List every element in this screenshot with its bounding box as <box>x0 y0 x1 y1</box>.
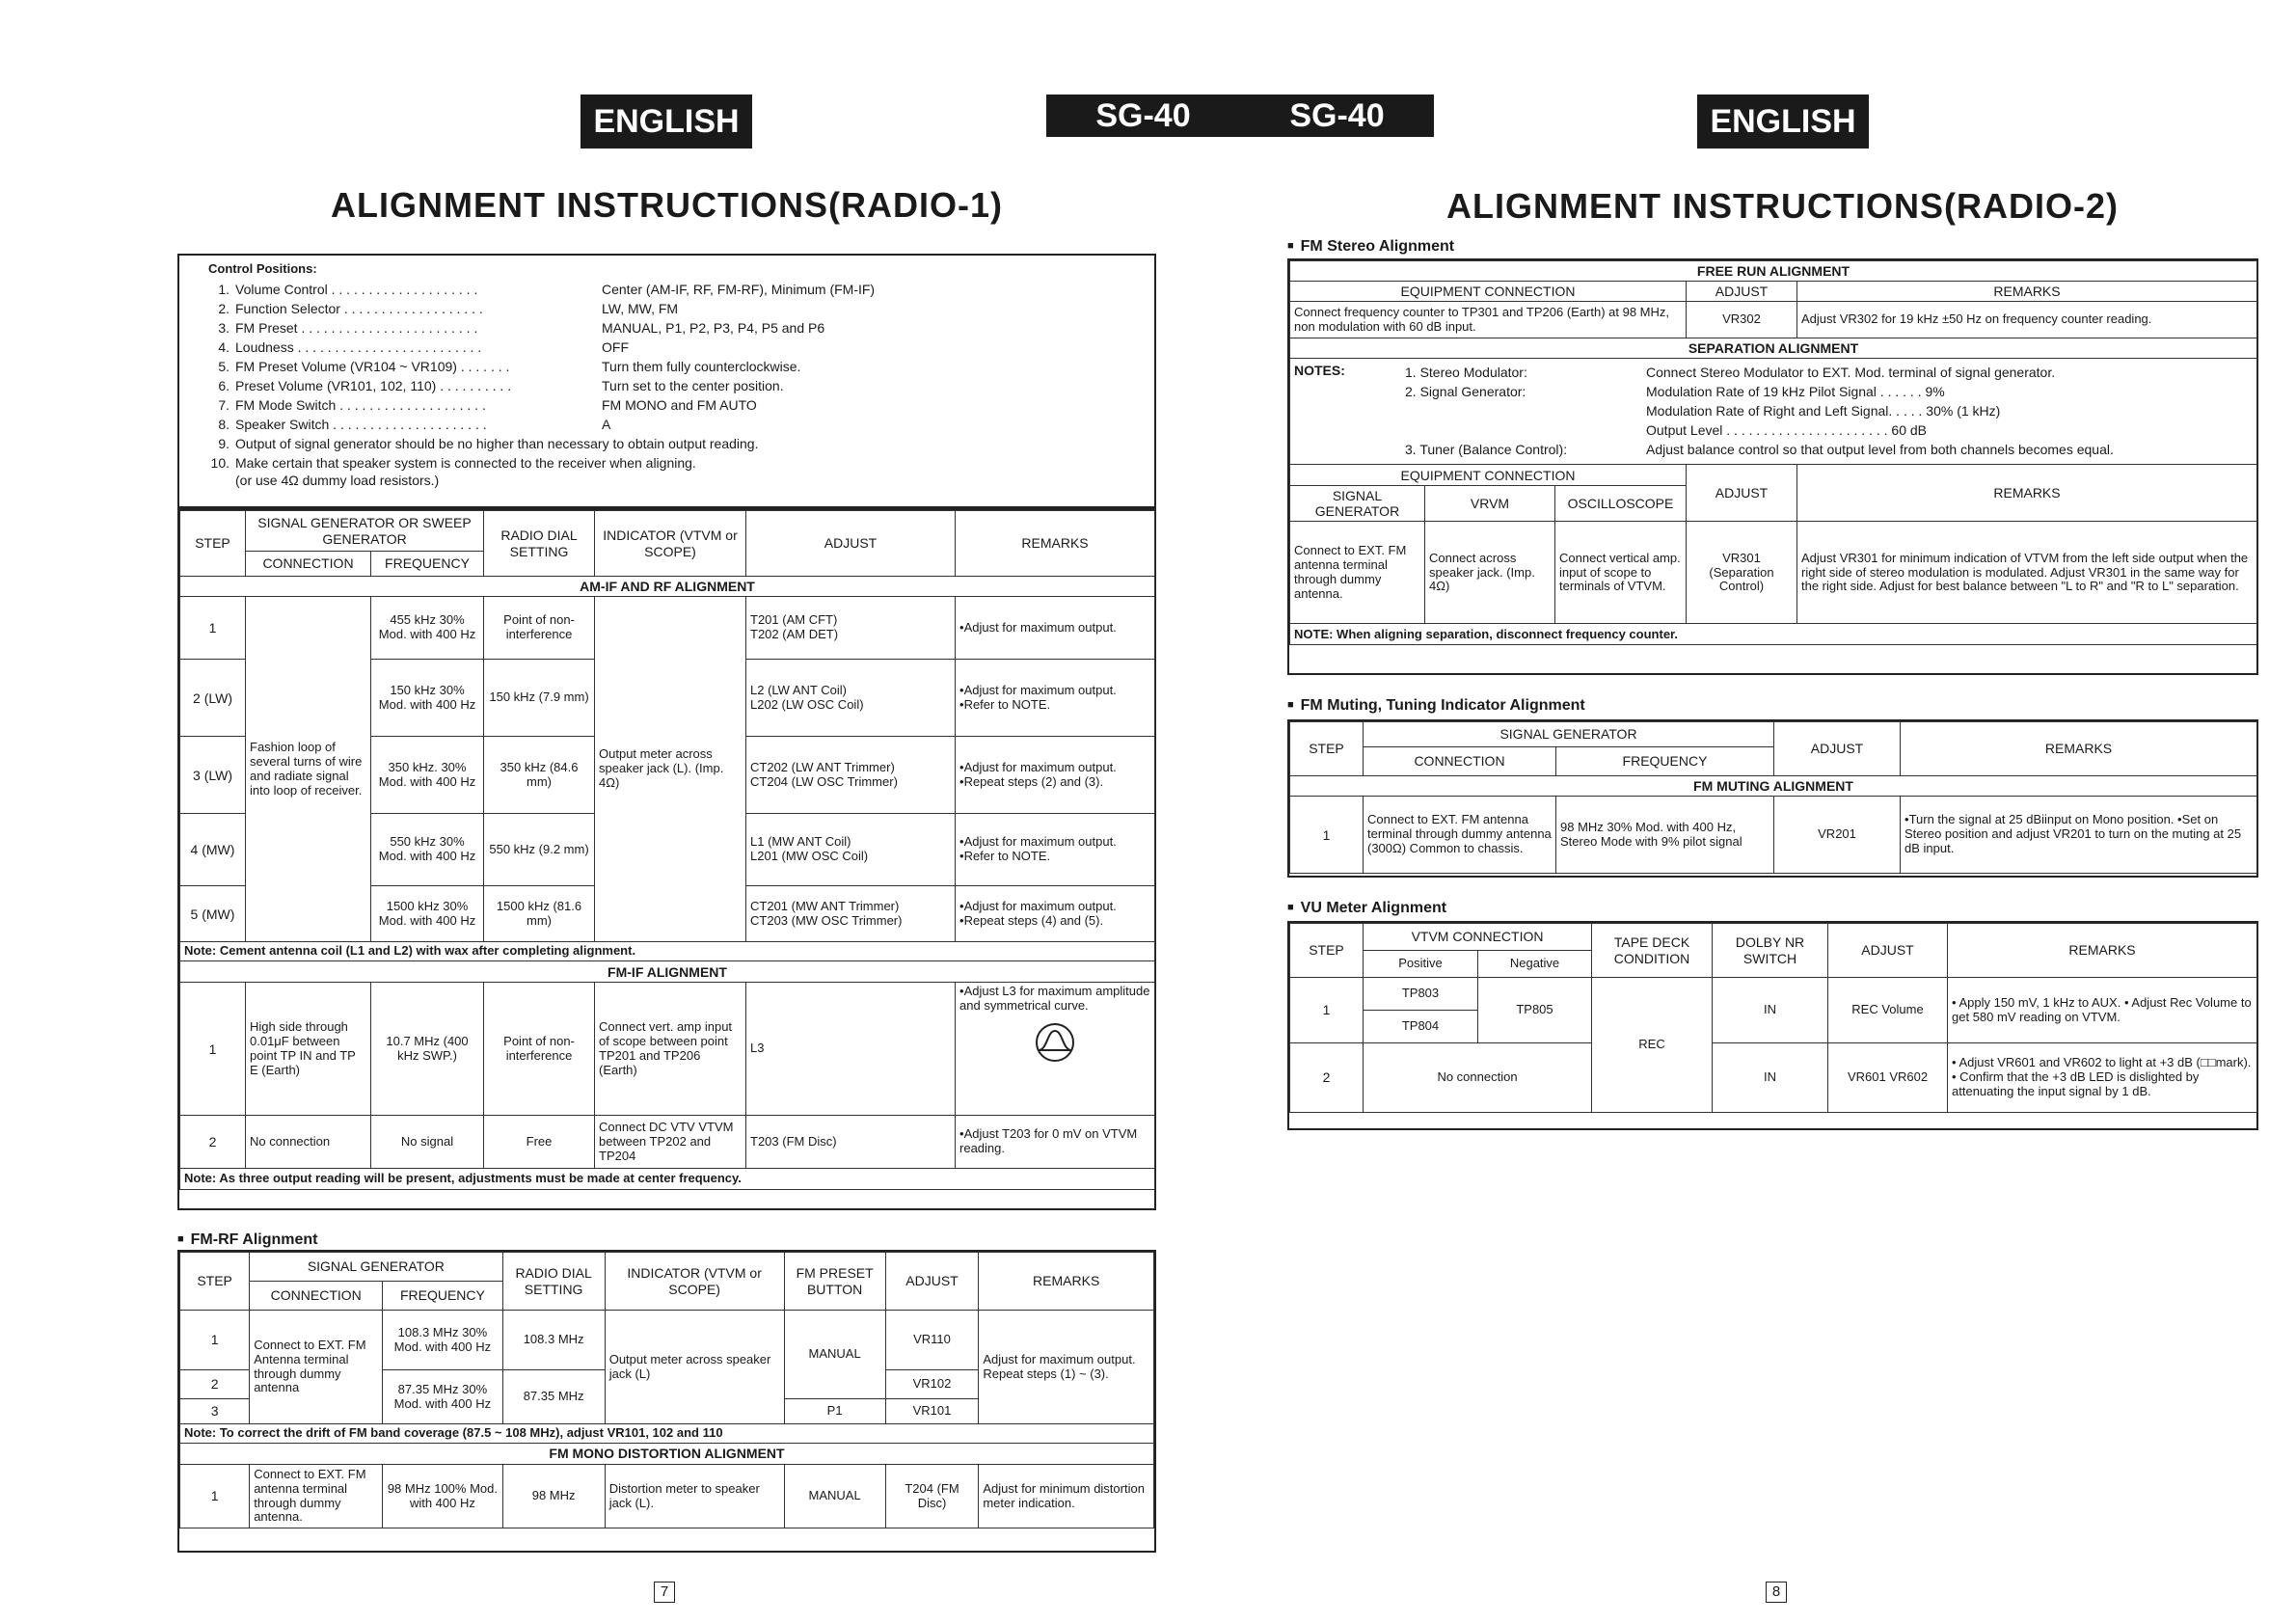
fm-muting-table <box>1287 719 2258 878</box>
col-vrvm: VRVM <box>1425 486 1555 522</box>
col-negative: Negative <box>1478 951 1592 978</box>
table-row: 2 No connection No signal Free Connect DC VTV VTVM between TP202 and TP204 T203 (FM Disc) •Adjust T203 for 0 mV on VTVM reading. <box>180 1116 1155 1169</box>
control-item: 4. Loudness . . . . . . . . . . . . . . . . . . . . . . . . . OFF <box>218 339 629 355</box>
table-row: 1 High side through 0.01μF between point TP IN and TP E (Earth) 10.7 MHz (400 kHz SWP.) Point of non-interference Connect vert. amp input of scope between point TP201 and TP206 (Earth) L3 •Adjust L3 for maximum amplitude and symmetrical curve. <box>180 983 1155 1116</box>
section-vu-meter: ■ VU Meter Alignment <box>1287 900 1446 917</box>
table-row: 1 Connect to EXT. FM antenna terminal through dummy antenna (300Ω) Common to chassis. 98 MHz 30% Mod. with 400 Hz, Stereo Mode with 9% pilot signal VR201 •Turn the signal at 25 dBiinput on Mono position. •Set on Stereo position and adjust VR201 to turn on the muting at 25 dB input. <box>1290 797 2257 874</box>
fm-preset-manual: MANUAL <box>784 1311 885 1399</box>
separation-note: NOTE: When aligning separation, disconnect frequency counter. <box>1290 624 2257 645</box>
table-row: TP804 <box>1290 1011 2257 1043</box>
col-equipment-connection: EQUIPMENT CONNECTION <box>1290 465 1687 486</box>
col-remarks: REMARKS <box>1797 465 2257 522</box>
col-step: STEP <box>1290 722 1364 776</box>
note-item: 2. Signal Generator: Modulation Rate of 19 kHz Pilot Signal . . . . . . 9% <box>1405 384 1945 400</box>
col-indicator: INDICATOR (VTVM or SCOPE) <box>595 511 746 577</box>
am-connection-shared: Fashion loop of several turns of wire and radiate signal into loop of receiver. <box>246 597 371 942</box>
note-item: Modulation Rate of Right and Left Signal. . . . . 30% (1 kHz) <box>1646 403 2001 419</box>
col-connection: CONNECTION <box>250 1282 383 1311</box>
col-remarks: REMARKS <box>1948 924 2257 978</box>
symmetrical-curve-icon <box>1034 1021 1076 1064</box>
page-title-left: ALIGNMENT INSTRUCTIONS(RADIO-1) <box>331 185 1003 225</box>
language-badge-left: ENGLISH <box>581 95 752 149</box>
section-fm-rf: ■ FM-RF Alignment <box>177 1231 317 1249</box>
control-item: 2. Function Selector . . . . . . . . . . . . . . . . . . . LW, MW, FM <box>218 301 679 316</box>
note-item: Output Level . . . . . . . . . . . . . . . . . . . . . . 60 dB <box>1646 422 1928 439</box>
page-title-right: ALIGNMENT INSTRUCTIONS(RADIO-2) <box>1446 186 2119 226</box>
fm-muting-section-bar: FM MUTING ALIGNMENT <box>1290 776 2257 797</box>
section-fm-muting: ■ FM Muting, Tuning Indicator Alignment <box>1287 697 1585 715</box>
table-row: 3 (LW) 350 kHz. 30% Mod. with 400 Hz 350 kHz (84.6 mm) CT202 (LW ANT Trimmer) CT204 (LW OSC Trimmer) •Adjust for maximum output. •Repeat steps (2) and (3). <box>180 737 1155 814</box>
note-item: 3. Tuner (Balance Control): Adjust balance control so that output level from both channels becomes equal. <box>1405 442 2114 458</box>
col-dolby: DOLBY NR SWITCH <box>1713 924 1828 978</box>
col-fm-preset: FM PRESET BUTTON <box>784 1253 885 1311</box>
col-frequency: FREQUENCY <box>371 552 484 577</box>
page-number-left: 7 <box>654 1582 675 1603</box>
col-vtvm-connection: VTVM CONNECTION <box>1364 924 1592 951</box>
model-label-right: SG-40 <box>1289 96 1385 134</box>
fm-preset-p1: P1 <box>784 1399 885 1424</box>
model-banner <box>1046 95 1434 137</box>
table-row: Connect frequency counter to TP301 and TP206 (Earth) at 98 MHz, non modulation with 60 dB input. VR302 Adjust VR302 for 19 kHz ±50 Hz on frequency counter reading. <box>1290 302 2257 338</box>
model-label-left: SG-40 <box>1095 96 1191 134</box>
am-indicator-shared: Output meter across speaker jack (L). (Imp. 4Ω) <box>595 597 746 942</box>
am-fm-if-table <box>177 508 1156 1210</box>
table-row: 2 No connection IN VR601 VR602 • Adjust VR601 and VR602 to light at +3 dB (□□mark). • Confirm that the +3 dB LED is dislighted by attenuating the input signal by 1 dB. <box>1290 1043 2257 1113</box>
control-item: 5. FM Preset Volume (VR104 ~ VR109) . . . . . . . Turn them fully counterclockwise. <box>218 359 801 374</box>
col-adjust: ADJUST <box>885 1253 979 1311</box>
am-rf-section-bar: AM-IF AND RF ALIGNMENT <box>180 577 1155 597</box>
separation-notes: NOTES: 1. Stereo Modulator: Connect Stereo Modulator to EXT. Mod. terminal of signal generator. 2. Signal Generator: Modulation Rate of 19 kHz Pilot Signal . . . . . . 9% Modulation Rate of Right and Left Signal. . . . . 30% (1 kHz) Output Level . . . . . . . . . . . . . . . . . . . . . . 60 dB 3. Tuner (Balance Control): Adjust balance control so that output level from both channels becomes equal. <box>1290 359 2257 465</box>
table-row: 1 Connect to EXT. FM Antenna terminal through dummy antenna 108.3 MHz 30% Mod. with 400 Hz 108.3 MHz Output meter across speaker jack (L) MANUAL VR110 Adjust for maximum output. Repeat steps (1) ~ (3). <box>180 1311 1154 1370</box>
control-item: 10. Make certain that speaker system is connected to the receiver when aligning. <box>210 455 696 471</box>
fm-rf-remarks-shared: Adjust for maximum output. Repeat steps (1) ~ (3). <box>979 1311 1154 1424</box>
col-step: STEP <box>180 511 246 577</box>
fm-if-section-bar: FM-IF ALIGNMENT <box>180 961 1155 983</box>
col-radio-dial: RADIO DIAL SETTING <box>484 511 595 577</box>
col-radio-dial: RADIO DIAL SETTING <box>502 1253 605 1311</box>
table-row: 3 P1 VR101 <box>180 1399 1154 1424</box>
col-remarks: REMARKS <box>979 1253 1154 1311</box>
col-remarks: REMARKS <box>1901 722 2257 776</box>
language-badge-right: ENGLISH <box>1697 95 1869 149</box>
col-signal-generator: SIGNAL GENERATOR <box>250 1253 502 1282</box>
control-item: 9. Output of signal generator should be no higher than necessary to obtain output reading. <box>218 436 759 451</box>
fm-rf-note: Note: To correct the drift of FM band coverage (87.5 ~ 108 MHz), adjust VR101, 102 and 110 <box>180 1424 1154 1444</box>
table-row: Connect to EXT. FM antenna terminal through dummy antenna. Connect across speaker jack. (Imp. 4Ω) Connect vertical amp. input of scope to terminals of VTVM. VR301 (Separation Control) Adjust VR301 for minimum indication of VTVM from the left side output when the right side of stereo modulation is modulated. Adjust VR301 in the same way for the right side. Adjust for best balance between "L to R" and "R to L" separation. <box>1290 522 2257 624</box>
control-item: 3. FM Preset . . . . . . . . . . . . . . . . . . . . . . . . MANUAL, P1, P2, P3, P4, P5 and P6 <box>218 320 825 336</box>
fm-mono-section-bar: FM MONO DISTORTION ALIGNMENT <box>180 1444 1154 1465</box>
page-number-right: 8 <box>1766 1582 1787 1603</box>
col-adjust: ADJUST <box>1828 924 1948 978</box>
col-frequency: FREQUENCY <box>383 1282 502 1311</box>
col-frequency: FREQUENCY <box>1556 747 1774 776</box>
control-item-note: (or use 4Ω dummy load resistors.) <box>235 473 440 488</box>
am-note: Note: Cement antenna coil (L1 and L2) with wax after completing alignment. <box>180 942 1155 961</box>
fm-if-note: Note: As three output reading will be present, adjustments must be made at center frequency. <box>180 1169 1155 1190</box>
col-indicator: INDICATOR (VTVM or SCOPE) <box>605 1253 784 1311</box>
col-connection: CONNECTION <box>1364 747 1556 776</box>
table-row: 1 Fashion loop of several turns of wire and radiate signal into loop of receiver. 455 kHz 30% Mod. with 400 Hz Point of non-interference Output meter across speaker jack (L). (Imp. 4Ω) T201 (AM CFT) T202 (AM DET) •Adjust for maximum output. <box>180 597 1155 660</box>
fm-rf-table <box>177 1250 1156 1553</box>
table-row: 4 (MW) 550 kHz 30% Mod. with 400 Hz 550 kHz (9.2 mm) L1 (MW ANT Coil) L201 (MW OSC Coil) •Adjust for maximum output. •Refer to NOTE. <box>180 814 1155 886</box>
col-remarks: REMARKS <box>956 511 1155 577</box>
separation-section-bar: SEPARATION ALIGNMENT <box>1290 338 2257 359</box>
col-tape-deck: TAPE DECK CONDITION <box>1592 924 1713 978</box>
table-row: 2 87.35 MHz 30% Mod. with 400 Hz 87.35 MHz VR102 <box>180 1370 1154 1399</box>
section-fm-stereo: ■ FM Stereo Alignment <box>1287 238 1454 256</box>
note-item: 1. Stereo Modulator: Connect Stereo Modulator to EXT. Mod. terminal of signal generator. <box>1405 365 2056 381</box>
control-item: 6. Preset Volume (VR101, 102, 110) . . . . . . . . . . Turn set to the center position. <box>218 378 784 393</box>
col-equipment-connection: EQUIPMENT CONNECTION <box>1290 282 1687 302</box>
col-adjust: ADJUST <box>1687 282 1797 302</box>
table-row: 5 (MW) 1500 kHz 30% Mod. with 400 Hz 1500 kHz (81.6 mm) CT201 (MW ANT Trimmer) CT203 (MW OSC Trimmer) •Adjust for maximum output. •Repeat steps (4) and (5). <box>180 886 1155 942</box>
fm-rf-indicator-shared: Output meter across speaker jack (L) <box>605 1311 784 1424</box>
col-signal-generator: SIGNAL GENERATOR <box>1364 722 1774 747</box>
col-remarks: REMARKS <box>1797 282 2257 302</box>
col-adjust: ADJUST <box>746 511 956 577</box>
tape-deck-condition: REC <box>1592 978 1713 1113</box>
fm-rf-connection-shared: Connect to EXT. FM Antenna terminal through dummy antenna <box>250 1311 383 1424</box>
control-positions-box <box>177 254 1156 508</box>
col-adjust: ADJUST <box>1687 465 1797 522</box>
col-step: STEP <box>180 1253 250 1311</box>
col-signal-generator: SIGNAL GENERATOR OR SWEEP GENERATOR <box>246 511 484 552</box>
table-row: 1 TP803 TP805 REC IN REC Volume • Apply 150 mV, 1 kHz to AUX. • Adjust Rec Volume to get 580 mV reading on VTVM. <box>1290 978 2257 1011</box>
table-row: 2 (LW) 150 kHz 30% Mod. with 400 Hz 150 kHz (7.9 mm) L2 (LW ANT Coil) L202 (LW OSC Coil) •Adjust for maximum output. •Refer to NOTE. <box>180 660 1155 737</box>
fm-stereo-table <box>1287 258 2258 675</box>
table-row: 1 Connect to EXT. FM antenna terminal through dummy antenna. 98 MHz 100% Mod. with 400 Hz 98 MHz Distortion meter to speaker jack (L). MANUAL T204 (FM Disc) Adjust for minimum distortion meter indication. <box>180 1465 1154 1528</box>
vu-meter-table <box>1287 921 2258 1130</box>
free-run-section-bar: FREE RUN ALIGNMENT <box>1290 261 2257 282</box>
col-adjust: ADJUST <box>1774 722 1901 776</box>
control-item: 7. FM Mode Switch . . . . . . . . . . . . . . . . . . . . FM MONO and FM AUTO <box>218 397 757 413</box>
control-item: 8. Speaker Switch . . . . . . . . . . . . . . . . . . . . . A <box>218 417 611 432</box>
col-step: STEP <box>1290 924 1364 978</box>
control-positions-heading: Control Positions: <box>208 261 317 276</box>
col-connection: CONNECTION <box>246 552 371 577</box>
col-signal-generator: SIGNAL GENERATOR <box>1290 486 1425 522</box>
control-item: 1. Volume Control . . . . . . . . . . . . . . . . . . . . Center (AM-IF, RF, FM-RF), Minimum (FM-IF) <box>218 282 876 297</box>
col-positive: Positive <box>1364 951 1478 978</box>
col-oscilloscope: OSCILLOSCOPE <box>1555 486 1687 522</box>
